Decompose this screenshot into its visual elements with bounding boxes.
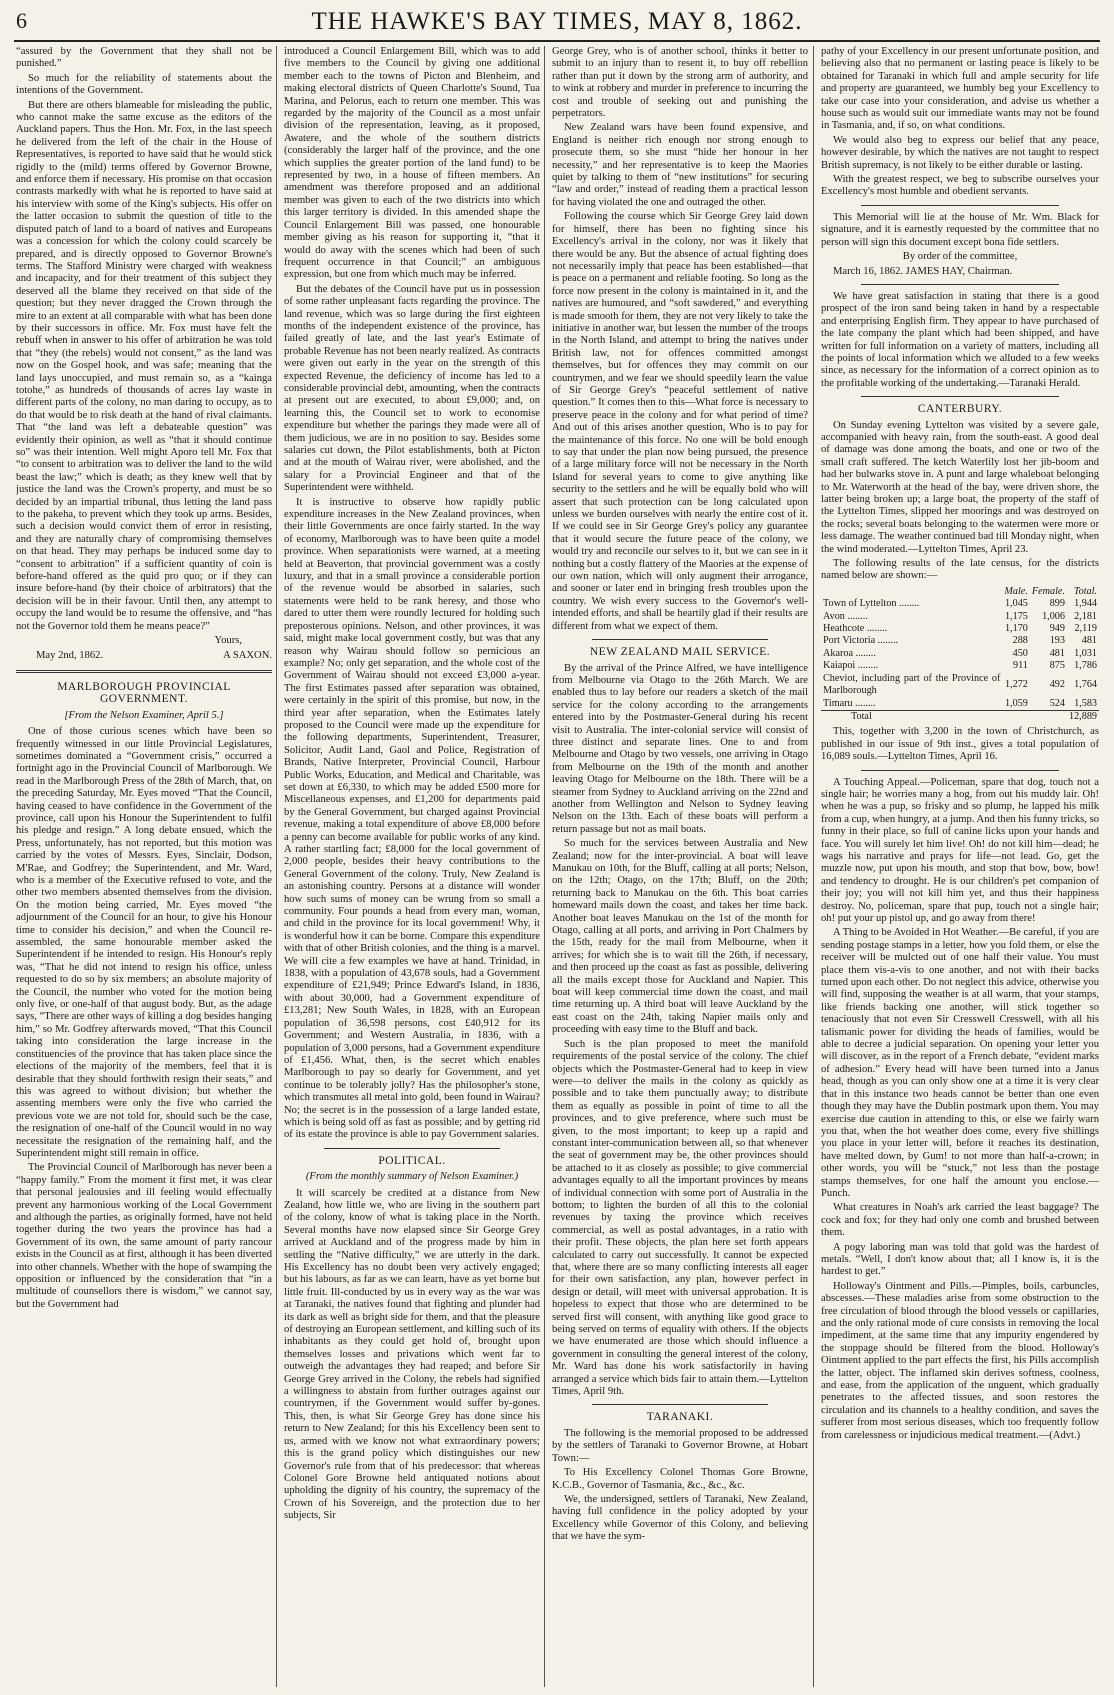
column-2 bbox=[284, 46, 540, 1687]
letter-paragraph: But there are others blameable for misleading the public, who cannot make the same excuse as the editors of the Auckland papers. Thus the Hon. Mr. Fox, in the last speech he delivered from the left of the chair in the House of Representatives, is reported to have said that he would stick rigidly to the (mild) terms offered by Governor Browne, and enforce them if necessary. His promise on that occasion contrasts markedly with what he is reported to have said at his interview with some of the King's subjects. His offer on the latter occasion to submit the question of title to the disputed patch of land to a board of natives and Europeans was a concession for which the colony could scarcely be prepared, and is directly opposed to Governor Browne's terms. The Stafford Ministry were charged with weakness and incapacity, and for their treatment of this subject they deserved all the blame they received on that side of the question; but they never dragged the Crown through the mire to an extent at all comparable with what has been done by their successors in office. Mr. Fox must have felt the rebuff when in answer to his offer of arbitration he was told that “they (the rebels) would not consent,” as the land was now on the Gospel hook, and was safe; meaning that the land lays unoccupied, and must remain so, as a “kainga totohe,” as hundreds of thousands of acres lay waste in different parts of the colony, no man daring to occupy, as to do that would be to risk death at the hand of rival claimants. That “the land was left a debateable question” was evidently their opinion, as well as “that it should continue so” was their intention. Well might Aporo tell Mr. Fox that “to consent to arbitration was to deliver the land to the wild beast the law;” which is death; as they knew well that by justice the land was the Crown's property, and must be so decided by an impartial tribunal, thus letting the land pass to the pakeha, to prevent which they took up arms. Besides, such a decision would convict them of error in resisting, and they are naturally chary of compromising themselves on that head. They may perhaps be induced some day to “consent to arbitration” if a sufficient quantity of coin is before-hand offered as the quid pro quo; or if they can insure before-hand (by their choice of arbitrators) that the decision will be in their favour. Until then, any attempt to occupy the land would be to resume the offensive, and “has not the Governor told them he means peace?” bbox=[16, 99, 272, 632]
committee-signline: March 16, 1862. JAMES HAY, Chairman. bbox=[833, 265, 1013, 277]
total: 1,944 bbox=[1074, 598, 1097, 610]
column-rule bbox=[276, 46, 277, 1687]
census-row bbox=[821, 611, 1099, 623]
total: 2,119 bbox=[1074, 623, 1097, 635]
section-divider bbox=[324, 1148, 500, 1149]
letter-signer: A SAXON. bbox=[223, 649, 272, 661]
article-paragraph: A pogy laboring man was told that gold was the hardest of metals. “Well, I don't know about that; all I know is, it is the hardest to get.” bbox=[821, 1241, 1099, 1278]
census-row bbox=[821, 635, 1099, 647]
article-paragraph: introduced a Council Enlargement Bill, which was to add five members to the Council by giving one additional member each to the towns of Picton and Blenheim, and making electoral districts of Queen Charlotte's Sound, Tua Marina, and Pelorus, each to return one member. This was regarded by the majority of the Council as a most unfair division of the representation, leaving, as it proposed, Awatere, and the whole of the southern districts (considerably the larger half of the province, and the one which supplies the greater portion of the land fund) to be represented by two, in a house of fifteen members. An amendment was therefore proposed and an additional member was given to each of the two districts into which this larger territory is divided. In this amended shape the Council Enlargement Bill was passed, one honourable member giving as his reason for supporting it, “that it would do away with the scenes which had been of such frequent occurrence in that Council;” an ambiguous expression, but one from which much may be inferred. bbox=[284, 46, 540, 281]
article-paragraph: Such is the plan proposed to meet the manifold requirements of the postal service of the colony. The chief objects which the Postmaster-General had to keep in view were—to deliver the mails in the colony as quickly as possible and to take them punctually away; to distribute them as equally as possible in point of time to all the provinces, and to give preference, where such must be given, to the most important; to keep up a rapid and constant inter-communication between all, so that whenever the seat of government may be, the other provinces should be attached to it as closely as possible; to give commercial advantages equally to all the important provinces by means of individual connection with some port of Australia in the bottom; to lighten the burden of all this to the colonial revenues by taxing the province which receives commercial, as well as postal advantages, in a ratio with their profit. These objects, the plan here set forth appears calculated to carry out successfully. It cannot be expected that, where there are so many conflicting interests all eager for their own satisfaction, any plan, however perfect in design or detail, will meet with universal approbation. It is hopeless to expect that those who are determined to be served first will consent, with anything like good grace to being served on terms of equality with others. If the objects we have enumerated are those which should influence a government in consulting the general interest of the colony, Mr. Ward has done his work satisfactorily in having arranged a service which bids fair to attain them.—Lyttelton Times, April 9th. bbox=[552, 1038, 808, 1398]
total: 1,583 bbox=[1074, 697, 1097, 709]
district: Town of Lyttelton ........ bbox=[823, 598, 920, 610]
article-paragraph: It is instructive to observe how rapidly public expenditure increases in the New Zealand provinces, when their little Governments are once fairly started. In the way of economy, Marlborough was to have been quite a model province. When separationists were warned, at a meeting held at Beaverton, that provincial government was a costly luxury, and that in a small province a considerable portion of the revenue would be absorbed in salaries, such statements were held to be rank heresy, and those who dared to utter them were roundly lectured for holding such preposterous opinions. Nelson, and other provinces, it was said, might make local government costly, but was that any reason why Wairau should follow so pernicious an example? No; only get separation, and the whole cost of the Government of Wairau should not exceed £3,000 a-year. The first Estimates passed after separation was obtained, were certainly in the spirit of this promise, but now, in the third year after separation, when the Estimates lately proposed to the Council were made up the expenditure for the following departments, Superintendent, Treasurer, Solicitor, Audit Land, Gaol and Police, Registration of Brands, Native Interpreter, Provincial Council, Harbour Public Works, Education, and Medical and Charitable, was set down at £6,330, to which may be added £500 more for Miscellaneous expenses, and £1,200 for departments paid by the General Government, but charged against Provincial revenue, making a total expenditure of above £8,000 before a penny can become available for public works of any kind. A rather startling fact; £8,000 for the local government of 2,000 people, besides their heavy contributions to the General Government of the colony. Truly, New Zealand is an astonishing country. Persons at a distance will wonder how such sums of money can be wrung from so small a community. Four pounds a head from every man, woman, and child in the province for its local government! Why, it is wonderful how it can be borne. Compare this expenditure with that of other British colonies, and the thing is a marvel. We will cite a few examples we have at hand. Trinidad, in 1838, with a population of 43,678 souls, had a Government expenditure of £21,949; Prince Edward's Island, in 1836, with about 30,000, had a Government expenditure of £13,281; New South Wales, in 1828, with an European population of 36,598 persons, cost £40,912 for its Government; and Western Australia, in 1836, with a population of 3,000 persons, had a Government expenditure of £1,456. What, then, is the secret which enables Marlborough to pay so dearly for Government, and yet continue to be tolerably jolly? Has the philosopher's stone, which transmutes all metal into gold, been found in Wairau? No; the secret is in the possession of a large landed estate, which is being sold off as fast as possible; and by getting rid of its estate the province is able to pay Government salaries. bbox=[284, 496, 540, 1141]
article-paragraph: Holloway's Ointment and Pills.—Pimples, boils, carbuncles, abscesses.—These maladies arise from some obstruction to the free circulation of blood through the blood vessels or capillaries, and the only rational mode of cure consists in removing the local impediment, at the same time that any impurity engendered by the stoppage should be filtered from the blood. Holloway's Ointment applied to the part effects the first, his Pills accomplish the latter, object. The inflamed skin derives softness, coolness, and ease, from the application of the unguent, which gradually penetrates to the affected tissues, and soon restores the circulation and its channels to a healthy condition, and saves the sufferer from most serious diseases, which too frequently follow from carelessness or injudicious medical treatment.—(Advt.) bbox=[821, 1280, 1099, 1441]
committee-order: By order of the committee, bbox=[902, 251, 1018, 263]
male: 1,045 bbox=[1004, 598, 1028, 610]
male: 450 bbox=[1012, 647, 1028, 659]
article-paragraph: We, the undersigned, settlers of Taranaki, New Zealand, having full confidence in the policy adopted by your Excellency while Governor of this Colony, and believing that we have the sym- bbox=[552, 1493, 808, 1543]
total: 1,786 bbox=[1074, 660, 1097, 672]
census-header: Total. bbox=[1073, 585, 1097, 597]
article-paragraph: pathy of your Excellency in our present unfortunate position, and believing also that no permanent or lasting peace is likely to be obtained for Taranaki in which full and ample security for life and property are guaranteed, we humbly beg your Excellency to take our case into your consideration, and advise us whether a house such as would suit our immediate wants may not be found in Tasmania, and, if so, on what conditions. bbox=[821, 46, 1099, 132]
district: Avon ........ bbox=[823, 610, 868, 622]
male: 1,272 bbox=[1004, 678, 1028, 690]
female: 899 bbox=[1049, 598, 1065, 610]
female: 481 bbox=[1049, 647, 1065, 659]
census-row bbox=[821, 623, 1099, 635]
article-source: [From the Nelson Examiner, April 5.] bbox=[64, 709, 224, 721]
article-paragraph: So much for the services between Australia and New Zealand; now for the inter-provincial. A boat will leave Manukau on 10th, for the Bluff, calling at all ports; Nelson, on the 12th; Otago, on the 17th; Bluff, on the 20th; returning back to Manukau on the 6th. This boat carries homeward mails down the coast, and takes her time back. Another boat leaves Manukau on the 1st of the month for Otago, calling at all ports, and arriving in Port Chalmers by the 15th, ready for the mail from Melbourne, when it arrives; for which she is to wait till the 26th, if necessary, and then proceed up the coast as fast as possible, delivering all the mails except those for Auckland and Napier. This boat will keep commercial time down the coast, and mail time returning up. A third boat will leave Auckland by the east coast on the 24th, taking Napier mails only and proceeding with easy time to the Bluff and back. bbox=[552, 838, 808, 1036]
total: 1,764 bbox=[1074, 678, 1097, 690]
census-row bbox=[821, 598, 1099, 610]
census-row bbox=[821, 673, 1099, 698]
district: Heathcote ........ bbox=[823, 623, 888, 635]
female: 524 bbox=[1049, 697, 1065, 709]
census-total-row bbox=[821, 710, 1099, 723]
section-divider bbox=[861, 396, 1059, 397]
article-paragraph: By the arrival of the Prince Alfred, we have intelligence from Melbourne via Otago to the 26th March. We are enabled thus to lay before our readers a sketch of the mail service for the colony according to the arrangements entered into by the Postmaster-General during his recent visit to Australia. The inter-colonial service will consist of three distinct and separate lines. One to and from Melbourne and Otago by two vessels, one arriving in Otago from Melbourne on the 19th of the month and another leaving Otago for Melbourne on the 18th. There will be a steamer from Sydney to Auckland arriving on the 22nd and another from Wellington and Nelson to Sydney leaving Nelson on the 13th. Each of these boats will perform a return passage but not as mail boats. bbox=[552, 662, 808, 835]
article-paragraph: On Sunday evening Lyttelton was visited by a severe gale, accompanied with heavy rain, from the south-east. A good deal of damage was done among the boats, and one or two of the small craft suffered. The ketch Waterlily lost her jib-boom and had her bulwarks stove in. A punt and large whaleboat belonging to Mr. Waterworth at the head of the bay, were driven shore, the latter being broken up; a large boat, the property of the staff of the Lyttelton Times, slipped her moorings and was destroyed on the rocks; several boats belonging to the watermen were more or less damage. The weather continued bad till Monday night, when the wind moderated.—Lyttelton Times, April 23. bbox=[821, 419, 1099, 555]
column-4 bbox=[821, 46, 1099, 1687]
total: 481 bbox=[1081, 635, 1097, 647]
total: 1,031 bbox=[1074, 647, 1097, 659]
district: Cheviot, including part of the Province of Marlborough bbox=[823, 672, 1001, 697]
newspaper-title: THE HAWKE'S BAY TIMES, MAY 8, 1862. bbox=[311, 8, 803, 35]
district: Kaiapoi ........ bbox=[823, 660, 879, 672]
section-divider bbox=[16, 670, 272, 673]
article-paragraph: The following results of the late census, for the districts named below are shown:— bbox=[821, 558, 1099, 582]
section-divider bbox=[861, 770, 1059, 771]
article-paragraph: This Memorial will lie at the house of Mr. Wm. Black for signature, and it is earnestly requested by the committee that no person will sign this document except bona fide settlers. bbox=[821, 211, 1099, 248]
article-paragraph: The following is the memorial proposed to be addressed by the settlers of Taranaki to Governor Browne, at Hobart Town:— bbox=[552, 1427, 808, 1464]
article-paragraph: To His Excellency Colonel Thomas Gore Browne, K.C.B., Governor of Tasmania, &c., &c., &c. bbox=[552, 1467, 808, 1491]
column-3 bbox=[552, 46, 808, 1687]
masthead bbox=[14, 6, 1100, 42]
male: 288 bbox=[1012, 635, 1028, 647]
column-rule bbox=[813, 46, 814, 1687]
census-row bbox=[821, 660, 1099, 672]
district: Akaroa ........ bbox=[823, 647, 876, 659]
census-header: Female. bbox=[1031, 585, 1065, 597]
female: 875 bbox=[1049, 660, 1065, 672]
article-paragraph: What creatures in Noah's ark carried the least baggage? The cock and fox; for they had only one comb and brushed between them. bbox=[821, 1202, 1099, 1239]
grand-total: 12,889 bbox=[1068, 710, 1097, 722]
female: 492 bbox=[1049, 678, 1065, 690]
letter-yours: Yours, bbox=[214, 635, 242, 647]
article-paragraph: Following the course which Sir George Grey laid down for himself, there has been no fighting since his Excellency's arrival in the colony, nor was it likely that there would be any. But the absence of actual fighting does not necessarily imply that peace has been established—that is peace on a permanent and reliable footing. So long as the force now present in the colony is maintained in it, and the natives are humoured, and “soft sawdered,” and everything is made smooth for them, they are not very likely to take the initiative in another war, but lessen the number of the troops in the North Island, and attempt to bring the natives under British law, not for offences committed amongst themselves, but for offences they may commit on our countrymen, and we fear we should speedily learn the value of Sir George Grey's “peaceful settlement of native question.” It comes then to this—What force is necessary to preserve peace in the colony and for what period of time? And out of this arises another question, Who is to pay for the maintenance of this force. No one will be bold enough to say that under the plan now being pursued, the presence of a large military force will not be necessary in the North Island for several years to come to give anything like security to the settlers and he will be equally bold who will assert that such protection can be long calculated upon unless we burden ourselves with nearly the entire cost of it. If we could see in Sir George Grey's policy any guarantee that it would secure the future peace of the colony, we would try and reconcile our selves to it, but we can see in it nothing but a costly flattery of the Maories at the expense of our own nation, which will only augment their arrogance, and sooner or later end in bringing fresh troubles upon the country. We wish every success to the Governor's well-intended efforts, and shall be heartily glad if their results are different from what we expect of them. bbox=[552, 211, 808, 632]
census-header bbox=[821, 586, 1002, 598]
article-paragraph: A Thing to be Avoided in Hot Weather.—Be careful, if you are sending postage stamps in a letter, how you fold them, or else the receiver will be mulcted out of one half their value. You must place them vis-a-vis to one another, and not with their backs turned upon each other. Do not neglect this advice, otherwise you will find, supposing the weather is at all warm, that your stamps, like friends backing one another, will stick together so tenaciously that not even Sir Cresswell Cresswell, with all his talismanic power for dividing the heads of families, would be able to decree a judicial separation. On opening your letter you will discover, as in the report of a French debate, “evident marks of adhesion.” Every head will have been turned into a Janus head, though as you can only show one at a time it is very clear that in this instance two heads cannot be better than one even though they may have the Dublin postmark upon them. You may exercise due caution in attending to this, or else we fairly warn you that, when the hot weather does come, every five shillings you place in your letter will, before it reaches its destination, have melted down, by Gum! to not more than half-a-crown; in other words, you will be “stuck,” not less than the postage stamps themselves, for one half the amount you enclose.—Punch. bbox=[821, 927, 1099, 1199]
column-1 bbox=[16, 46, 272, 1687]
female: 1,006 bbox=[1042, 610, 1065, 622]
letter-date: May 2nd, 1862. bbox=[36, 649, 104, 661]
male: 1,170 bbox=[1004, 623, 1028, 635]
section-divider bbox=[592, 639, 768, 640]
article-heading-mail-service: NEW ZEALAND MAIL SERVICE. bbox=[589, 646, 771, 659]
article-paragraph: One of those curious scenes which have been so frequently witnessed in our little Provincial Legislatures, sometimes dominated a “Government crisis,” occurred a fortnight ago in the Provincial Council of Marlborough. We read in the Marlborough Press of the 28th of March, that, on the preceding Saturday, Mr. Eyes moved “That the Council, having ceased to have confidence in the Government of the province, call upon his Honour the Superintendent to fulfil his pledge and resign.” A long debate ensued, which the Press, unfortunately, has not reported, but this motion was carried by the votes of Messrs. Eyes, Sinclair, Dodson, M'Rae, and Godfrey; the Superintendent, and Mr. Ward, who is a member of the Executive refused to vote, and the other two members absented themselves from the division. On the motion being carried, Mr. Eyes moved “the adjournment of the Council for an hour, to give his Honour time to consider his decision,” and when the Council re-assembled, the same honourable member asked the Superintendent if he intended to resign. His Honour's reply was, “That he did not intend to resign his office, unless requested to do so by six members; an absolute majority of the Council, the number who voted for the motion being only five, or one-half of that august body. But, as the adage says, “There are other ways of killing a dog besides hanging him,” so Mr. Godfrey afterwards moved, “That this Council taking into consideration the large increase in the constituencies of the province that has taken place since the elections of the majority of the members, feel that it is desirable that they should forthwith resign their seats,” and this was agreed to without division; but whether the assenting members were only the five who carried the previous vote we are not told for, should such be the case, the resignation of one-half of the Council would in no way necessitate the resignation of the remaining half, and the Superintendent might still remain in office. bbox=[16, 726, 272, 1159]
letter-paragraph: “assured by the Government that they shall not be punished.” bbox=[16, 46, 272, 70]
total: 2,181 bbox=[1074, 610, 1097, 622]
census-table bbox=[821, 586, 1099, 723]
column-rule bbox=[544, 46, 545, 1687]
female: 193 bbox=[1049, 635, 1065, 647]
census-row bbox=[821, 648, 1099, 660]
district: Timaru ........ bbox=[823, 697, 876, 709]
total-label: Total bbox=[821, 710, 1002, 723]
article-paragraph: New Zealand wars have been found expensive, and England is neither rich enough nor strong enough to prosecute them, so she must “hide her honour in her necessity,” and her representative is to keep the Maories quiet by talking to them of “new institutions” for securing “law and order,” instead of reading them a practical lesson for having violated the one and outraged the other. bbox=[552, 122, 808, 208]
male: 1,175 bbox=[1004, 610, 1028, 622]
census-header-row bbox=[821, 586, 1099, 598]
district: Port Victoria ........ bbox=[823, 635, 899, 647]
census-row bbox=[821, 698, 1099, 711]
article-heading-marlborough: MARLBOROUGH PROVINCIAL GOVERNMENT. bbox=[57, 680, 231, 706]
article-paragraph: The Provincial Council of Marlborough has never been a “happy family.” From the moment it first met, it was clear that personal jealousies and ill feeling would effectually prevent any harmonious working of the Local Government and although the parties, as originally formed, have not held together during the two years the province has had a Government of its own, the same amount of party rancour exists in the Council as at first, although it has been diverted into other channels. Whether with the hope of swamping the opposition or influenced by the consideration that “in a multitude of counsellors there is wisdom,” we cannot say, but the Government had bbox=[16, 1162, 272, 1310]
article-source: (From the monthly summary of Nelson Examiner.) bbox=[305, 1171, 519, 1183]
article-paragraph: It will scarcely be credited at a distance from New Zealand, how little we, who are living in the southern part of the colony, know of what is taking place in the North. Several months have now elapsed since Sir George Grey arrived at Auckland and of the progress made by him in settling the “Native difficulty,” we are utterly in the dark. His Excellency has no doubt been very actively engaged; but his labours, as far as we can learn, have as yet borne but little fruit. Ill-conducted by us in every way as the war was at Taranaki, the natives found that fighting and plunder had its dark as well as bright side for them, and that the pleasure of destroying an European settlement, and killing such of its inhabitants as they could get hold of, brought upon themselves losses and privations which went far to outweigh the advantages they had reaped; and before Sir George Grey arrived in the Colony, the rebels had signified a willingness to abstain from further outrages against our countrymen, if the Government would suffer by-gones. This, then, is what Sir George Grey has done since his return to New Zealand; for this his Excellency been sent to us, armed with we know not what extraordinary powers; this is the grand policy which distinguishes our new Governor's rule from that of his predecessor: that whereas Colonel Gore Browne held antiquated notions about upholding the dignity of his country, the supremacy of the Crown of his Sovereign, and the protection due to her subjects, Sir bbox=[284, 1187, 540, 1522]
article-paragraph: We would also beg to express our belief that any peace, however desirable, by which the natives are not taught to respect British supremacy, is not likely to be either durable or lasting. bbox=[821, 134, 1099, 171]
female: 949 bbox=[1049, 623, 1065, 635]
section-divider bbox=[592, 1404, 768, 1405]
section-divider bbox=[861, 284, 1059, 285]
article-heading-taranaki: TARANAKI. bbox=[646, 1411, 714, 1424]
section-divider bbox=[861, 205, 1059, 206]
male: 911 bbox=[1012, 660, 1028, 672]
article-paragraph: This, together with 3,200 in the town of Christchurch, as published in our issue of 9th inst., gives a total population of 16,089 souls.—Lyttelton Times, April 16. bbox=[821, 726, 1099, 763]
letter-paragraph: So much for the reliability of statements about the intentions of the Government. bbox=[16, 72, 272, 97]
article-paragraph: A Touching Appeal.—Policeman, spare that dog, touch not a single hair; he worries many a hog, from out his muddy lair. Oh! when he was a pup, so frisky and so plump, he lapped his milk from a cup, when hungry, at a jump. And then his funny tricks, so funny in their place, so full of canine licks upon your hands and face. You will surely let him live! Oh! do not kill him—dead; he wags his narrative and prays for life—not lead. Go, get the muzzle now, put upon his mouth, and stop that bow, bow, bow! and tendency to drought. He is our children's pet companion of their joy; you will not kill him yet, and thus their happiness destroy. No, policeman, spare that pup, touch not a single hair; oh! put your up pistol up, and go away from there! bbox=[821, 776, 1099, 924]
article-heading-canterbury: CANTERBURY. bbox=[917, 403, 1003, 416]
article-paragraph: George Grey, who is of another school, thinks it better to submit to an injury than to resent it, to buy off rebellion rather than put it down by the strong arm of authority, and to wink at robbery and murder in preference to incurring the cost and trouble of seeking out and punishing the perpetrators. bbox=[552, 46, 808, 120]
male: 1,059 bbox=[1004, 697, 1028, 709]
article-paragraph: With the greatest respect, we beg to subscribe ourselves your Excellency's most humble and obedient servants. bbox=[821, 174, 1099, 198]
letter-signoff bbox=[16, 650, 272, 662]
census-header: Male. bbox=[1004, 585, 1028, 597]
article-paragraph: We have great satisfaction in stating that there is a good prospect of the iron sand being taken in hand by a respectable and enterprising English firm. They appear to have purchased of the late company the plant which had been shipped, and have written for full information on a variety of matters, including all the points of local information which we alluded to a few weeks since, as necessary for the information of a correct opinion as to the profitable working of the undertaking.—Taranaki Herald. bbox=[821, 290, 1099, 389]
article-paragraph: But the debates of the Council have put us in possession of some rather unpleasant facts regarding the province. The land revenue, which was so large during the first eighteen months of the independent existence of the province, has failed greatly of late, and the last year's Estimate of probable Revenue has not been nearly realized. As contracts were given out early in the year on the strength of this expected Revenue, the deficiency of income has led to a considerable provincial debt, amounting, when the contracts at present out are executed, to about £9,000; and, on learning this, the Council set to work to economise expenditure but whether the parings they made were all of them judicious, we are in no position to say. Besides some salaries cut down, the Pilot establishments, both at Picton and at the mouth of Wairau river, were abolished, and the salary for a Provincial Engineer and that of the Superintendent were withheld. bbox=[284, 283, 540, 494]
article-heading-political: POLITICAL. bbox=[378, 1154, 446, 1167]
page-number: 6 bbox=[16, 8, 27, 33]
